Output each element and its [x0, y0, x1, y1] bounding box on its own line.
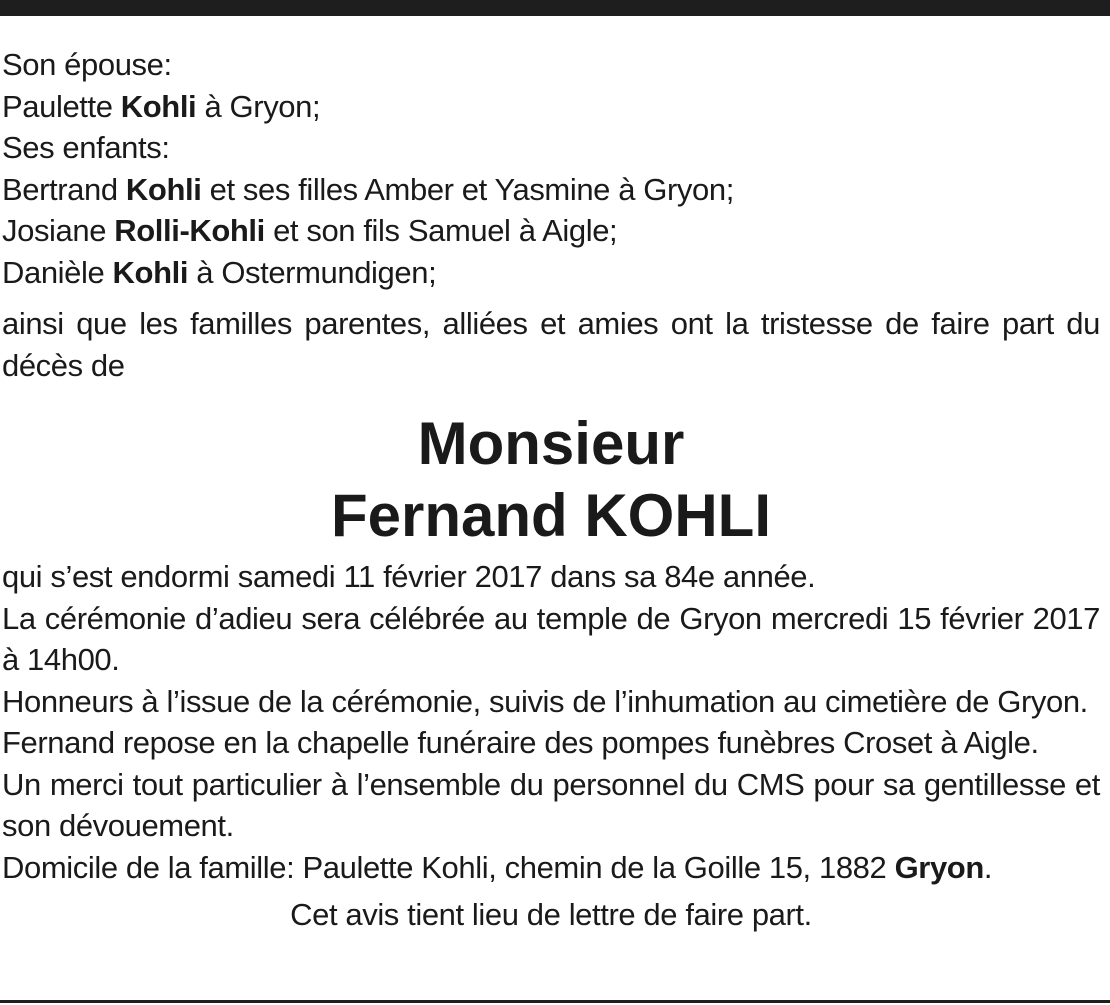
deceased-title: Monsieur — [417, 410, 685, 477]
child-first-name: Bertrand — [2, 171, 118, 207]
spouse-heading: Son épouse: — [2, 47, 172, 82]
thanks-text: Un merci tout particulier à l’ensemble du personnel du CMS pour sa gentillesse et son dévouement. — [2, 766, 1100, 843]
spouse-first-name: Paulette — [2, 88, 113, 124]
domicile-end: . — [983, 849, 993, 885]
ceremony-text: La cérémonie d’adieu sera célébrée au temple de Gryon mercredi 15 février 2017 à 14h00. — [2, 600, 1100, 677]
child-first-name: Danièle — [2, 254, 105, 290]
spouse-line — [2, 86, 1100, 128]
domicile-address: Domicile de la famille: Paulette Kohli, chemin de la Goille 15, 1882 — [2, 849, 887, 885]
child-line — [2, 252, 1100, 294]
domicile-text — [2, 847, 1100, 889]
child-details: et ses filles Amber et Yasmine à Gryon; — [209, 171, 734, 207]
child-surname: Kohli — [125, 171, 202, 207]
deceased-name-block — [2, 408, 1100, 552]
spouse-location: à Gryon; — [204, 88, 321, 124]
child-details: à Ostermundigen; — [196, 254, 437, 290]
child-surname: Kohli — [112, 254, 189, 290]
domicile-town: Gryon — [894, 849, 984, 885]
child-details: et son fils Samuel à Aigle; — [273, 213, 618, 248]
honours-text: Honneurs à l’issue de la cérémonie, suivis de l’inhumation au cimetière de Gryon. — [2, 683, 1088, 719]
deceased-name: Fernand KOHLI — [330, 482, 771, 549]
death-date-text: qui s’est endormi samedi 11 février 2017 dans sa 84e année. — [2, 559, 816, 594]
child-line — [2, 169, 1100, 211]
closing-text: Cet avis tient lieu de lettre de faire part. — [290, 897, 812, 932]
children-heading: Ses enfants: — [2, 130, 170, 165]
child-line — [2, 210, 1100, 252]
top-rule — [0, 0, 1110, 16]
spouse-surname: Kohli — [120, 88, 197, 124]
child-first-name: Josiane — [2, 213, 107, 248]
bottom-rule — [0, 1000, 1110, 1003]
rest-place-text: Fernand repose en la chapelle funéraire des pompes funèbres Croset à Aigle. — [2, 725, 1039, 760]
announcement-text: ainsi que les familles parentes, alliées et amies ont la tristesse de faire part du décès de — [2, 306, 1100, 383]
child-surname: Rolli-Kohli — [114, 213, 265, 248]
death-notice — [2, 44, 1100, 936]
